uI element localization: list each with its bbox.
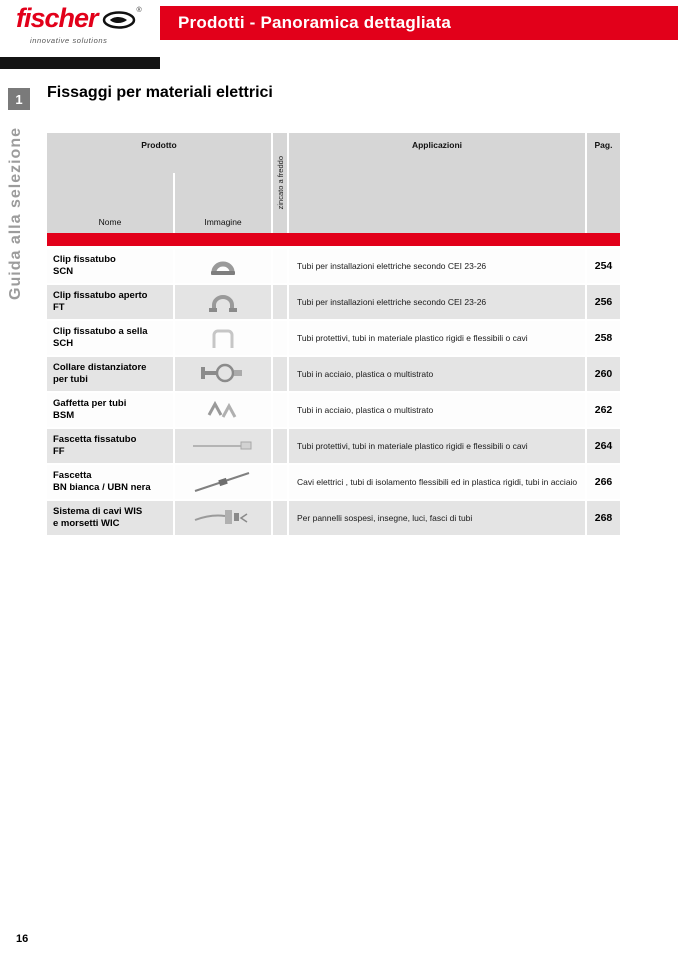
- product-name: Clip fissatubo aperto: [53, 290, 148, 301]
- section-title: Fissaggi per materiali elettrici: [47, 84, 273, 101]
- product-name-cell: [47, 249, 173, 283]
- page-ref: 254: [587, 249, 620, 283]
- page-ref: 266: [587, 465, 620, 499]
- product-name: Fascetta fissatubo: [53, 434, 137, 445]
- product-name: Gaffetta per tubi: [53, 398, 127, 409]
- product-name-cell: [47, 429, 173, 463]
- product-code: BN bianca / UBN nera: [53, 482, 151, 493]
- spacer-collar-image: [183, 360, 263, 388]
- bsm-pipe-clamp-image: [183, 396, 263, 424]
- product-code: SCN: [53, 266, 74, 277]
- table-row: [47, 501, 620, 535]
- table-row: [47, 249, 620, 283]
- treatment-cell: [273, 321, 287, 355]
- product-image-cell: [175, 501, 271, 535]
- page-ref: 264: [587, 429, 620, 463]
- ft-open-clip-image: [183, 288, 263, 316]
- page-ref: 260: [587, 357, 620, 391]
- header-immagine-label: Immagine: [204, 217, 242, 227]
- fischer-emblem-icon: [102, 11, 136, 34]
- footer-page-number: 16: [16, 933, 29, 945]
- product-image-cell: [175, 393, 271, 427]
- product-code: SCH: [53, 338, 74, 349]
- application-cell: Per pannelli sospesi, insegne, luci, fasci di tubi: [289, 501, 585, 535]
- application-cell: Tubi in acciaio, plastica o multistrato: [289, 393, 585, 427]
- product-name: Clip fissatubo: [53, 254, 116, 265]
- application-cell: Tubi per installazioni elettriche secondo CEI 23-26: [289, 249, 585, 283]
- header-zincato: [273, 133, 287, 233]
- page-header-bar: [160, 6, 678, 40]
- logo-tagline: innovative solutions: [30, 36, 108, 45]
- product-name-cell: [47, 393, 173, 427]
- application-cell: Tubi protettivi, tubi in materiale plastico rigidi e flessibili o cavi: [289, 429, 585, 463]
- treatment-cell: [273, 393, 287, 427]
- product-name: Fascetta: [53, 470, 92, 481]
- table-row: [47, 285, 620, 319]
- sch-saddle-clip-image: [183, 324, 263, 352]
- product-name: Clip fissatubo a sella: [53, 326, 148, 337]
- table-red-band: [47, 233, 620, 246]
- header-applicazioni: Applicazioni: [289, 133, 585, 233]
- product-image-cell: [175, 357, 271, 391]
- product-name-cell: [47, 501, 173, 535]
- product-name-cell: [47, 285, 173, 319]
- table-row: [47, 429, 620, 463]
- wis-cable-system-image: [183, 504, 263, 532]
- product-code: BSM: [53, 410, 75, 421]
- page-ref: 258: [587, 321, 620, 355]
- fischer-logo-text: fischer: [16, 3, 98, 33]
- registered-mark: ®: [136, 7, 142, 14]
- products-table: [47, 133, 620, 537]
- treatment-cell: [273, 501, 287, 535]
- scn-clip-image: [183, 252, 263, 280]
- product-name-cell: [47, 321, 173, 355]
- header-nome-label: Nome: [98, 217, 122, 227]
- product-name: Collare distanziatore: [53, 362, 147, 373]
- product-code: per tubi: [53, 374, 88, 385]
- product-code: FF: [53, 446, 65, 457]
- header-zincato-label: zincato a freddo: [275, 156, 285, 210]
- table-row: [47, 393, 620, 427]
- product-code: e morsetti WIC: [53, 518, 120, 529]
- page-ref: 268: [587, 501, 620, 535]
- table-row: [47, 465, 620, 499]
- application-cell: Tubi protettivi, tubi in materiale plastico rigidi e flessibili o cavi: [289, 321, 585, 355]
- sidebar-section-label: [3, 127, 29, 300]
- ff-strap-image: [183, 432, 263, 460]
- product-name-cell: [47, 465, 173, 499]
- product-image-cell: [175, 465, 271, 499]
- fischer-logo: [16, 5, 156, 45]
- treatment-cell: [273, 285, 287, 319]
- treatment-cell: [273, 465, 287, 499]
- product-image-cell: [175, 429, 271, 463]
- table-row: [47, 357, 620, 391]
- product-image-cell: [175, 249, 271, 283]
- product-name: Sistema di cavi WIS: [53, 506, 143, 517]
- header-black-strip: [0, 57, 160, 69]
- table-header: [47, 133, 620, 233]
- table-row: [47, 321, 620, 355]
- treatment-cell: [273, 429, 287, 463]
- treatment-cell: [273, 357, 287, 391]
- page-header-title: Prodotti - Panoramica dettagliata: [178, 13, 451, 32]
- application-cell: Tubi in acciaio, plastica o multistrato: [289, 357, 585, 391]
- product-image-cell: [175, 321, 271, 355]
- product-code: FT: [53, 302, 65, 313]
- header-nome: [47, 173, 173, 233]
- sidebar-section-label-text: Guida alla selezione: [7, 127, 24, 300]
- page-ref: 256: [587, 285, 620, 319]
- application-cell: Cavi elettrici , tubi di isolamento flessibili ed in plastica rigidi, tubi in acciaio: [289, 465, 585, 499]
- product-name-cell: [47, 357, 173, 391]
- bn-cable-tie-image: [183, 468, 263, 496]
- chapter-number-badge: 1: [8, 88, 30, 110]
- treatment-cell: [273, 249, 287, 283]
- header-pag: Pag.: [587, 133, 620, 233]
- page-ref: 262: [587, 393, 620, 427]
- application-cell: Tubi per installazioni elettriche secondo CEI 23-26: [289, 285, 585, 319]
- product-image-cell: [175, 285, 271, 319]
- header-immagine: [175, 173, 271, 233]
- header-prodotto: Prodotto: [47, 133, 271, 173]
